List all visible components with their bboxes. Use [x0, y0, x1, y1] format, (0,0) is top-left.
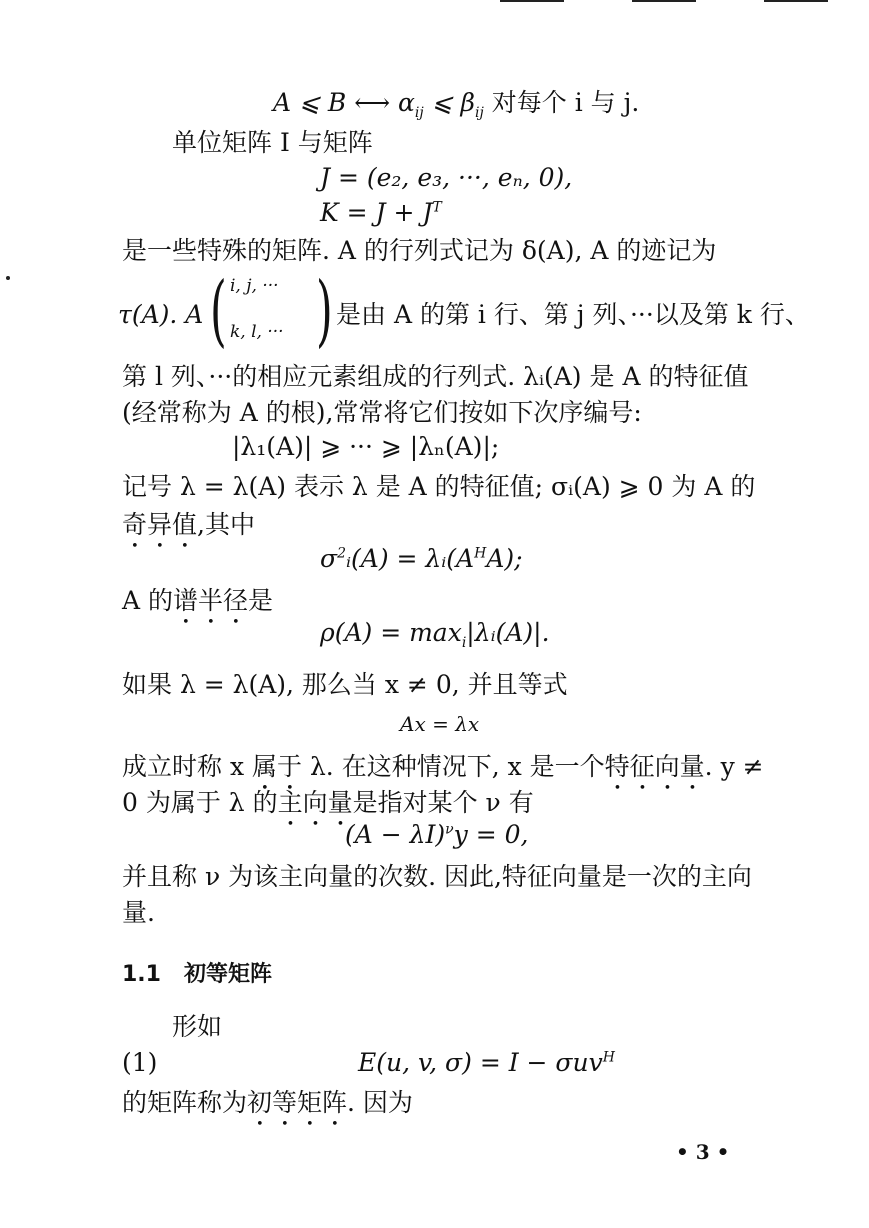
text-line: 0 为属于 λ 的主向量是指对某个 ν 有	[122, 788, 534, 817]
right-paren: )	[316, 266, 333, 356]
text-line: 形如	[172, 1012, 223, 1041]
term-spectral-radius: 谱半径	[173, 586, 249, 615]
text-line: 第 l 列、···的相应元素组成的行列式. λᵢ(A) 是 A 的特征值	[122, 362, 749, 391]
formula-eigen-eq: Ax = λx	[400, 712, 480, 736]
text-line: 并且称 ν 为该主向量的次数. 因此,特征向量是一次的主向	[122, 862, 752, 891]
left-paren: (	[210, 266, 227, 356]
scan-rule	[500, 0, 564, 2]
formula-singular: $\sigma^2ᵢ(A)$ = $\lambda ᵢ(A^HA)$;	[320, 544, 523, 573]
scan-rule	[764, 0, 828, 2]
term-principal-vector: 主向量	[277, 788, 353, 817]
term-belongs-to: 属于	[252, 752, 303, 781]
text-line: (经常称为 A 的根),常常将它们按如下次序编号:	[122, 398, 642, 427]
minor-indices-top: i, j, ···	[230, 276, 279, 296]
page-number: • 3 •	[676, 1140, 730, 1164]
section-heading	[122, 964, 272, 986]
text-line: 是一些特殊的矩阵. A 的行列式记为 δ(A), A 的迹记为	[122, 236, 717, 265]
text-line: 奇异值,其中	[122, 510, 255, 539]
text-line: 的矩阵称为初等矩阵. 因为	[122, 1088, 413, 1117]
text-line: 成立时称 x 属于 λ. 在这种情况下, x 是一个特征向量. y ≠	[122, 752, 764, 781]
minor-notation-line: τ(A). A ( i, j, ··· k, l, ··· ) 是由 A 的第 i 行、第 j 列、···以及第 k 行、	[118, 266, 810, 356]
term-eigenvector: 特征向量	[604, 752, 705, 781]
formula-K: $K = J + J^T$	[320, 198, 442, 227]
formula-J: J = (e₂, e₃, ···, eₙ, 0),	[320, 163, 573, 192]
text-line: A 的谱半径是	[122, 586, 274, 615]
formula-elementary-matrix: E(u, v, σ) = I − σuv$^H$	[358, 1048, 615, 1077]
equation-label: (1)	[122, 1048, 158, 1077]
section-title: 初等矩阵	[183, 962, 272, 987]
text-line: 量.	[122, 898, 155, 927]
section-number: 1.1	[122, 962, 161, 987]
text-line: 记号 λ = λ(A) 表示 λ 是 A 的特征值; σᵢ(A) ⩾ 0 为 A 的	[122, 472, 756, 501]
formula-eigen-order: |λ₁(A)| ⩾ ··· ⩾ |λₙ(A)|;	[232, 432, 500, 461]
scan-rule	[632, 0, 696, 2]
formula-spectral-radius: $\rho(A) = \max_i|\lambda ᵢ(A)|$.	[320, 618, 550, 651]
text-line: 单位矩阵 I 与矩阵	[172, 128, 373, 157]
formula-order-relation: A ⩽ B ⟷ $\alpha_{ij}$ ⩽ $\beta_{ij}$ 对每个 i 与 j.	[273, 88, 640, 121]
scan-speck	[6, 276, 10, 280]
term-elementary-matrix: 初等矩阵	[247, 1088, 348, 1117]
formula-principal: $(A - \lambda I)^\nu y = 0$,	[345, 820, 529, 849]
text-line: 如果 λ = λ(A), 那么当 x ≠ 0, 并且等式	[122, 670, 568, 699]
term-singular-value: 奇异值	[122, 510, 198, 539]
minor-indices-bottom: k, l, ···	[230, 322, 284, 342]
